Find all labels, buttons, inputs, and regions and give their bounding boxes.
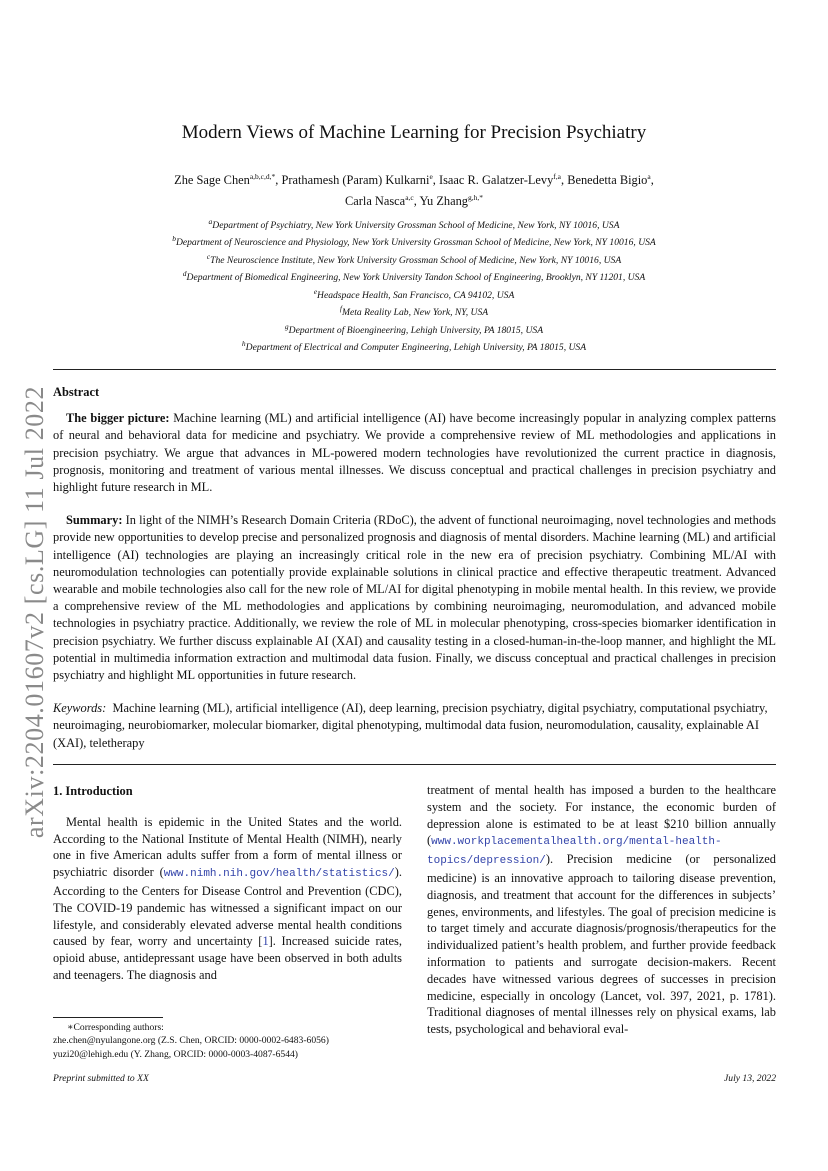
footnote-contact: yuzi20@lehigh.edu (Y. Zhang, ORCID: 0000-0003-4087-6544) bbox=[53, 1048, 299, 1060]
keywords-text: Machine learning (ML), artificial intelligence (AI), deep learning, precision psychiatry, digital psychiatry, computational psychiatry, neuroimaging, neurobiomarker, molecular biomarker, digital phenotyping, multimodal data fusion, neuromodulation, causality, explainable AI (XAI), teletherapy bbox=[53, 701, 768, 750]
affiliation: $^b$Department of Neuroscience and Physiology, New York University Grossman School of Medicine, New York, NY 10016, USA bbox=[172, 234, 656, 249]
affiliation-list bbox=[60, 215, 768, 355]
author: Benedetta Bigio$^a$, bbox=[567, 172, 654, 188]
nimh-statistics-link[interactable]: www.nimh.nih.gov/health/statistics/ bbox=[163, 868, 395, 881]
footer-preprint-note: Preprint submitted to XX bbox=[53, 1073, 149, 1084]
summary-paragraph bbox=[53, 512, 776, 684]
paper-title: Modern Views of Machine Learning for Precision Psychiatry bbox=[181, 122, 647, 143]
workplace-mental-health-link[interactable]: www.workplacementalhealth.org/mental-health-topics/depression/ bbox=[427, 836, 722, 868]
footnote-rule bbox=[53, 1017, 163, 1018]
intro-paragraph-continued: treatment of mental health has imposed a burden to the healthcare system and the society. For instance, the economic burden of depression alone is estimated to be at least $210 billion annually (www.workplacementalhealth.org/mental-health-topics/depression/). Precision medicine (or personalized medicine) is an innovative approach to tailoring disease prevention, diagnosis, and treatment that account for the differences in subjects’ genes, environments, and lifestyles. The goal of precision medicine is to target timely and accurate diagnosis/prognosis/therapeutics for the individualized patient’s health problem, and further provide feedback information to patients and surrogate decision-makers. Recent decades have witnessed various degrees of successes in precision medicine, especially in oncology (Lancet, vol. 397, 2021, p. 1781). Traditional diagnoses of mental illnesses rely on physical exams, lab tests, psychological and behavioral eval- bbox=[427, 783, 776, 1037]
section-heading-introduction: 1. Introduction bbox=[53, 784, 133, 798]
affiliation: $^f$Meta Reality Lab, New York, NY, USA bbox=[339, 304, 489, 319]
citation-link[interactable]: 1 bbox=[262, 934, 269, 949]
author-list bbox=[100, 168, 728, 210]
affiliation: $^c$The Neuroscience Institute, New York University Grossman School of Medicine, New York, NY 10016, USA bbox=[206, 251, 622, 267]
abstract-top-rule bbox=[53, 369, 776, 370]
intro-paragraph: Mental health is epidemic in the United States and the world. According to the National Institute of Mental Health (NIMH), nearly one in five American adults suffer from a form of mental illness or psychiatric disorder (www.nimh.nih.gov/health/statistics/). According to the Centers for Disease Control and Prevention (CDC), The COVID-19 pandemic has witnessed a significant impact on our lifestyle, and considerably elevated adverse mental health conditions caused by fear, worry and uncertainty [1]. Increased suicide rates, opioid abuse, antidepressant usage have been observed in both adults and teenagers. The diagnosis and bbox=[53, 814, 402, 982]
abstract-bottom-rule bbox=[53, 764, 776, 765]
author: Yu Zhang$^{g,h,*}$ bbox=[419, 193, 484, 209]
arxiv-stamp-text: arXiv:2204.01607v2 [cs.LG] 11 Jul 2022 bbox=[20, 385, 49, 839]
affiliation: $^d$Department of Biomedical Engineering, New York University Tandon School of Engineering, Brooklyn, NY 11201, USA bbox=[182, 269, 646, 284]
author: Prathamesh (Param) Kulkarni$^e$, bbox=[281, 172, 439, 188]
bigger-picture-label: The bigger picture: bbox=[66, 411, 170, 426]
footer-date: July 13, 2022 bbox=[724, 1073, 776, 1084]
arxiv-identifier-stamp[interactable] bbox=[14, 372, 56, 852]
abstract-block bbox=[53, 384, 776, 752]
right-column bbox=[427, 782, 776, 1038]
abstract-heading: Abstract bbox=[53, 385, 100, 399]
bigger-picture-text: Machine learning (ML) and artificial intelligence (AI) have become increasingly popular in analyzing complex patterns of neural and behavioral data for medicine and psychiatry. We provide a comprehensive review of ML methodologies and applications in precision psychiatry. We argue that advances in ML-powered modern technologies have revolutionized the current practice in diagnosis, prognosis, monitoring and treatment of various mental illnesses. We discuss conceptual and practical challenges in precision psychiatry and highlight future research in ML. bbox=[53, 411, 776, 495]
footnotes bbox=[53, 1021, 402, 1061]
summary-text: In light of the NIMH’s Research Domain Criteria (RDoC), the advent of functional neuroimaging, novel technologies and methods provide new opportunities to develop precise and personalized prognosis and diagnosis of mental disorders. Machine learning (ML) and artificial intelligence (AI) technologies are playing an increasingly critical role in the new era of precision psychiatry. Combining ML/AI with neuromodulation technologies can potentially provide explainable solutions in clinical practice and effective therapeutic treatment. Advanced wearable and mobile technologies also call for the new role of ML/AI for digital phenotyping in mobile mental health. In this review, we provide a comprehensive review of the ML methodologies and applications by combining neuroimaging, neuromodulation, and advanced mobile technologies in psychiatry practice. Additionally, we review the role of ML in molecular phenotyping, cross-species biomarker identification in precision psychiatry. We further discuss explainable AI (XAI) and causality testing in a closed-human-in-the-loop manner, and highlight the ML potential in multimedia information extraction and multimodal data fusion. Finally, we discuss conceptual and practical challenges in precision psychiatry and highlight ML opportunities in future research. bbox=[53, 513, 776, 683]
affiliation: $^h$Department of Electrical and Computer Engineering, Lehigh University, PA 18015, USA bbox=[241, 339, 587, 354]
author: Isaac R. Galatzer-Levy$^{f,a}$, bbox=[438, 172, 568, 188]
affiliation: $^e$Headspace Health, San Francisco, CA 94102, USA bbox=[313, 286, 515, 302]
keywords-paragraph bbox=[53, 700, 776, 752]
footnote-corresponding: ∗Corresponding authors: bbox=[67, 1022, 164, 1033]
affiliation: $^g$Department of Bioengineering, Lehigh University, PA 18015, USA bbox=[284, 321, 544, 337]
footnote-contact: zhe.chen@nyulangone.org (Z.S. Chen, ORCID: 0000-0002-6483-6056) bbox=[53, 1035, 329, 1047]
author: Zhe Sage Chen$^{a,b,c,d,*}$, bbox=[174, 172, 282, 188]
left-column bbox=[53, 783, 402, 984]
bigger-picture-paragraph bbox=[53, 410, 776, 496]
summary-label: Summary: bbox=[66, 513, 123, 528]
affiliation: $^a$Department of Psychiatry, New York University Grossman School of Medicine, New York, NY 10016, USA bbox=[208, 217, 620, 232]
keywords-label: Keywords: bbox=[53, 701, 107, 716]
author: Carla Nasca$^{a,c}$, bbox=[344, 193, 420, 209]
